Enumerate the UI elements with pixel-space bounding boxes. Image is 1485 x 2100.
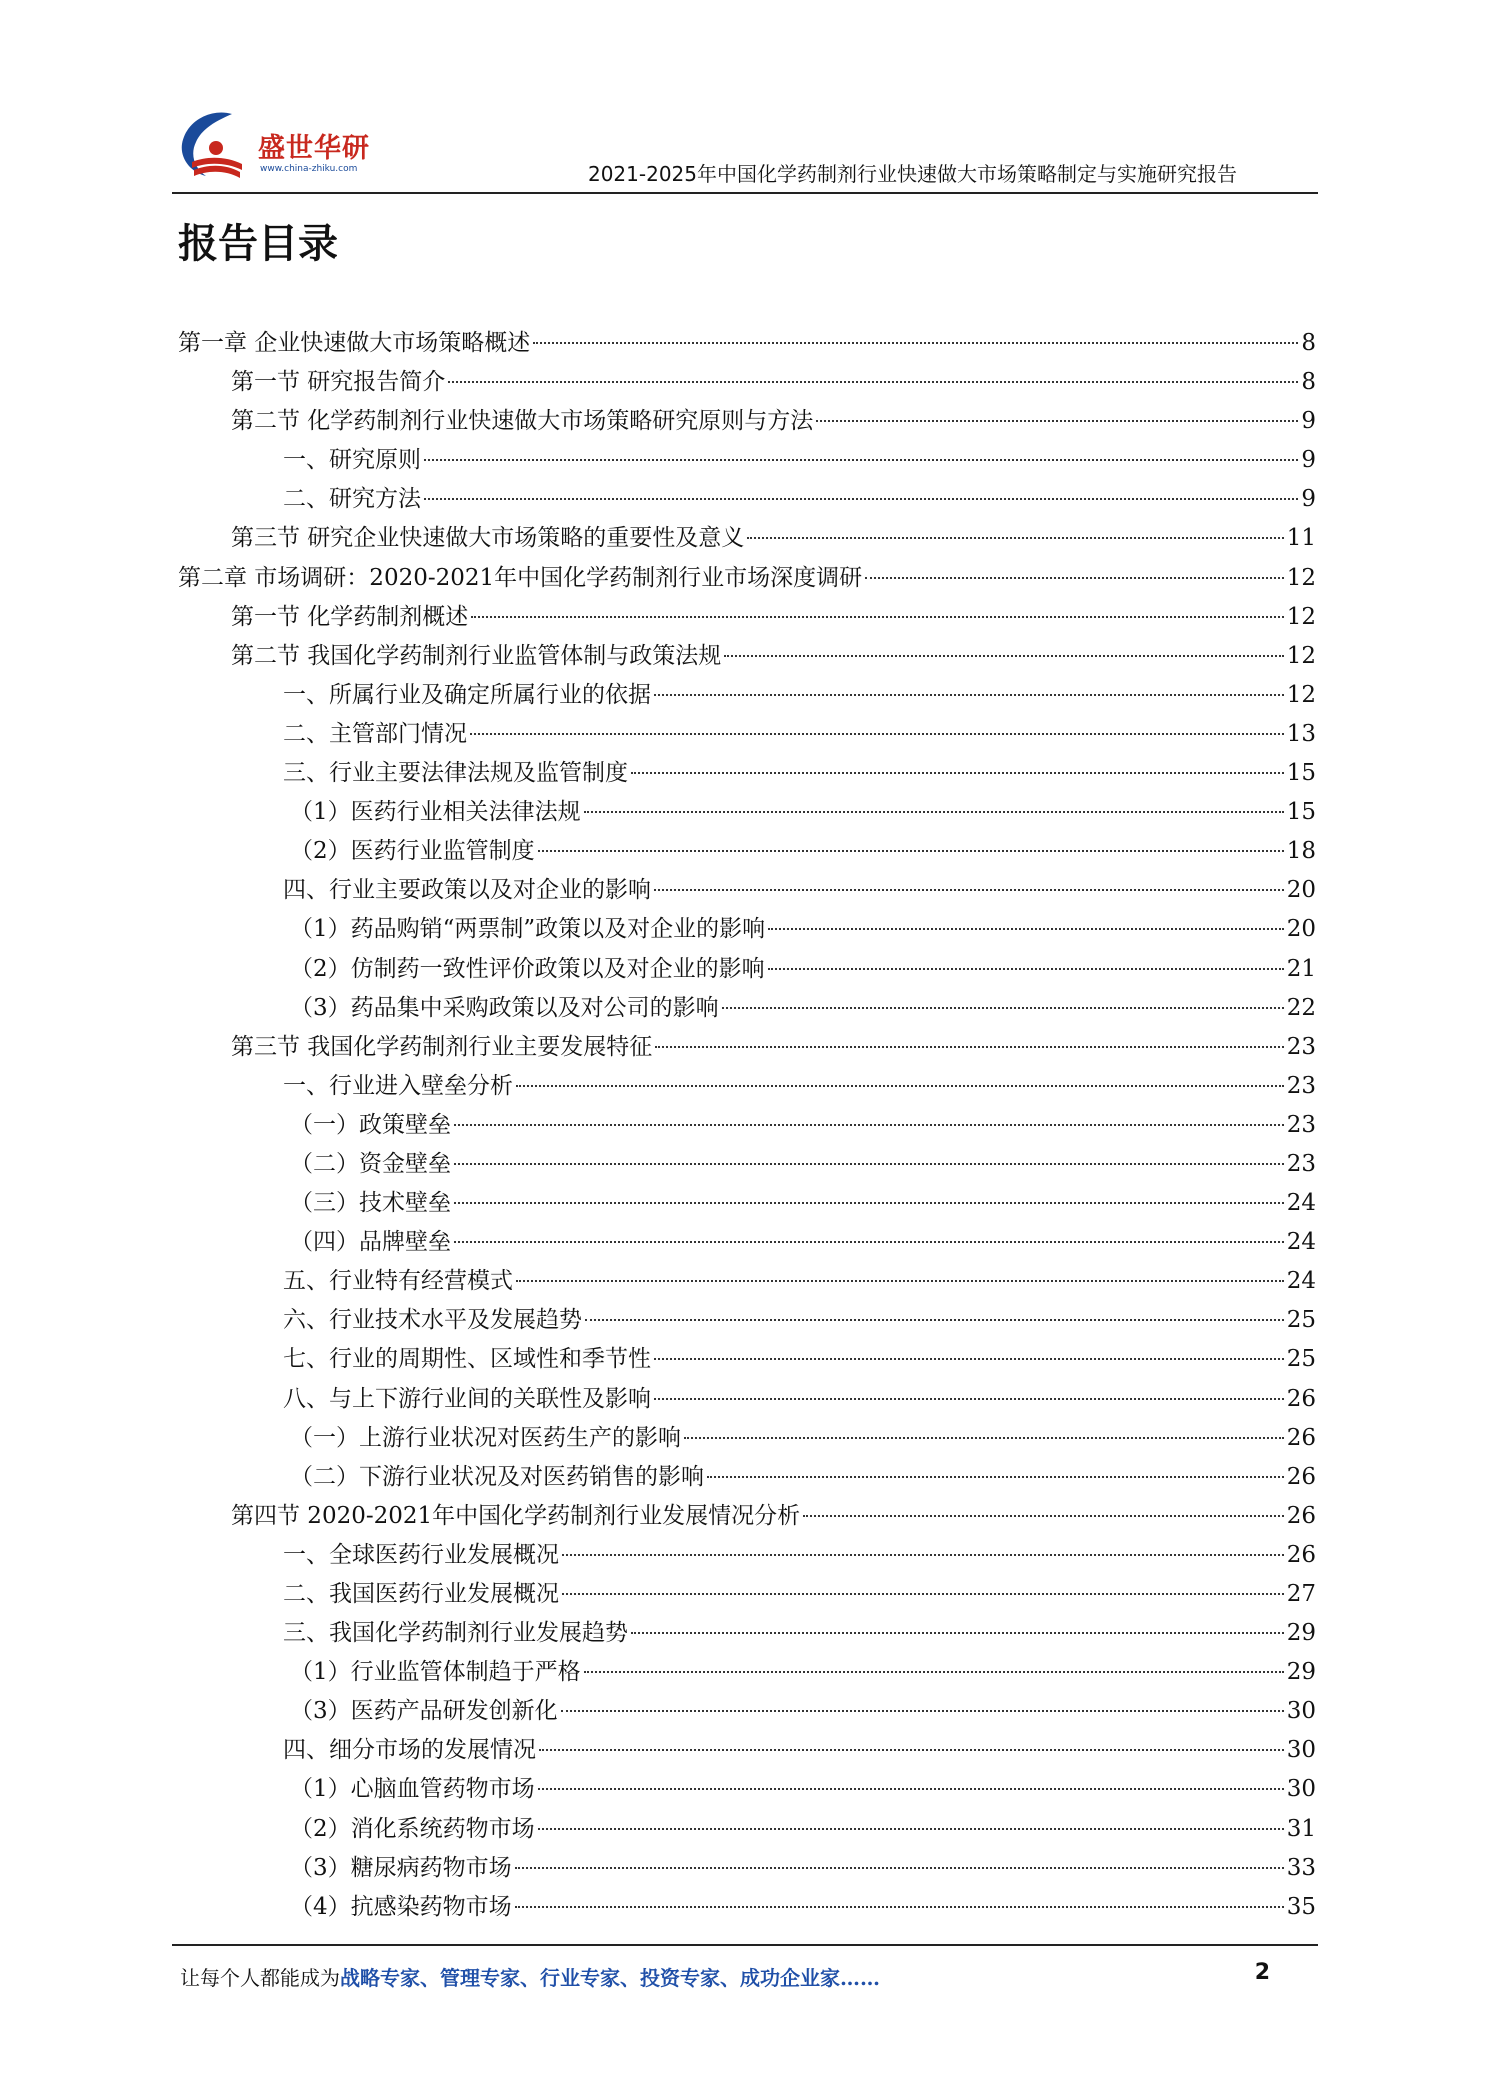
toc-entry[interactable] [178,598,1316,637]
toc-dot-leader [538,1828,1284,1830]
toc-entry-title: （3）糖尿病药物市场 [290,1854,512,1881]
toc-entry-page: 26 [1286,1541,1316,1568]
toc-entry[interactable] [178,1067,1316,1106]
toc-dot-leader [424,459,1298,461]
toc-entry-page: 12 [1286,681,1316,708]
toc-dot-leader [516,1280,1284,1282]
toc-entry[interactable] [178,715,1316,754]
toc-entry[interactable] [178,402,1316,441]
toc-entry[interactable] [178,1497,1316,1536]
toc-entry[interactable] [178,1419,1316,1458]
toc-entry-page: 29 [1286,1620,1316,1647]
toc-entry-title: 六、行业技术水平及发展趋势 [283,1307,582,1334]
toc-entry-title: （3）医药产品研发创新化 [290,1698,558,1725]
toc-entry-title: 一、所属行业及确定所属行业的依据 [283,681,651,708]
toc-entry[interactable] [178,519,1316,558]
toc-entry[interactable] [178,1888,1316,1927]
toc-entry[interactable] [178,637,1316,676]
toc-entry-page: 8 [1301,330,1316,356]
toc-entry[interactable] [178,871,1316,910]
toc-entry-page: 12 [1286,564,1316,591]
toc-entry[interactable] [178,989,1316,1028]
toc-dot-leader [562,1593,1284,1595]
toc-entry-title: （二）下游行业状况及对医药销售的影响 [290,1463,704,1490]
toc-entry-page: 15 [1286,760,1316,787]
toc-entry-title: （四）品牌壁垒 [290,1229,451,1256]
toc-entry-page: 24 [1286,1268,1316,1295]
toc-entry[interactable] [178,1223,1316,1262]
toc-entry-page: 20 [1286,877,1316,904]
logo-name: 盛世华研 [258,133,370,164]
toc-dot-leader [538,1788,1284,1790]
toc-entry[interactable] [178,1575,1316,1614]
toc-entry-page: 27 [1286,1581,1316,1607]
toc-entry-page: 20 [1286,916,1316,943]
toc-entry-page: 23 [1286,1072,1316,1099]
toc-dot-leader [454,1163,1284,1165]
logo-url: www.china-zhiku.com [260,164,358,174]
footer-divider [172,1944,1318,1946]
toc-entry[interactable] [178,793,1316,832]
toc-entry[interactable] [178,754,1316,793]
toc-entry-title: 二、我国医药行业发展概况 [283,1581,559,1607]
toc-entry-page: 8 [1301,369,1316,396]
page-number: 2 [1254,1960,1270,1985]
toc-entry-title: 第二章 市场调研：2020-2021年中国化学药制剂行业市场深度调研 [178,564,863,591]
toc-dot-leader [707,1476,1284,1478]
toc-entry-title: 三、行业主要法律法规及监管制度 [283,760,628,787]
footer-slogan-prefix: 让每个人都能成为 [180,1966,340,1990]
toc-entry-title: 第二节 我国化学药制剂行业监管体制与政策法规 [231,642,722,669]
toc-dot-leader [454,1241,1284,1243]
toc-entry-title: （一）政策壁垒 [290,1111,451,1138]
toc-entry[interactable] [178,1536,1316,1575]
toc-dot-leader [724,655,1283,657]
toc-entry[interactable] [178,832,1316,871]
toc-dot-leader [768,968,1284,970]
toc-entry-title: 第四节 2020-2021年中国化学药制剂行业发展情况分析 [231,1502,801,1529]
toc-entry-page: 9 [1301,408,1316,435]
toc-dot-leader [533,342,1298,344]
toc-entry[interactable] [178,1106,1316,1145]
toc-entry[interactable] [178,1340,1316,1379]
toc-entry-page: 9 [1301,447,1316,474]
toc-entry[interactable] [178,324,1316,363]
toc-dot-leader [562,1554,1284,1556]
toc-entry-page: 24 [1286,1190,1316,1217]
toc-entry-title: 一、研究原则 [283,447,421,474]
toc-dot-leader [470,733,1284,735]
toc-entry-title: （二）资金壁垒 [290,1150,451,1177]
toc-dot-leader [538,850,1284,852]
toc-entry-title: （2）仿制药一致性评价政策以及对企业的影响 [290,955,765,982]
toc-entry-title: （4）抗感染药物市场 [290,1893,512,1920]
toc-entry-page: 9 [1301,486,1316,513]
toc-entry-title: （1）心脑血管药物市场 [290,1776,535,1803]
toc-entry[interactable] [178,1653,1316,1692]
page-title: 报告目录 [178,221,338,267]
toc-entry[interactable] [178,363,1316,402]
toc-entry-title: 五、行业特有经营模式 [283,1268,513,1295]
toc-dot-leader [471,616,1283,618]
toc-entry-title: （1）医药行业相关法律法规 [290,799,581,826]
toc-dot-leader [865,577,1284,579]
toc-entry[interactable] [178,1380,1316,1419]
toc-entry[interactable] [178,441,1316,480]
toc-entry-page: 18 [1286,838,1316,865]
toc-entry-page: 11 [1286,525,1316,552]
header-divider [172,192,1318,194]
toc-entry-title: 第二节 化学药制剂行业快速做大市场策略研究原则与方法 [231,408,814,435]
toc-entry-title: 第三节 我国化学药制剂行业主要发展特征 [231,1033,653,1060]
toc-dot-leader [654,694,1284,696]
toc-entry-page: 12 [1286,642,1316,669]
toc-dot-leader [684,1437,1284,1439]
toc-dot-leader [515,1867,1284,1869]
toc-entry[interactable] [178,1692,1316,1731]
toc-entry-page: 15 [1286,799,1316,826]
toc-dot-leader [515,1906,1284,1908]
toc-dot-leader [816,420,1298,422]
toc-dot-leader [585,1319,1284,1321]
toc-entry-page: 26 [1286,1502,1316,1529]
toc-entry-page: 30 [1286,1698,1316,1725]
toc-entry[interactable] [178,1262,1316,1301]
toc-entry-page: 23 [1286,1150,1316,1177]
toc-dot-leader [654,889,1284,891]
toc-dot-leader [747,537,1283,539]
toc-entry-page: 22 [1286,994,1316,1021]
toc-entry-title: 一、全球医药行业发展概况 [283,1541,559,1568]
toc-entry-title: （2）消化系统药物市场 [290,1815,535,1842]
toc-entry-page: 26 [1286,1424,1316,1451]
logo-emblem-icon [172,106,258,188]
toc-entry-page: 23 [1286,1111,1316,1138]
toc-dot-leader [584,1671,1284,1673]
toc-dot-leader [768,928,1284,930]
toc-dot-leader [454,1202,1284,1204]
toc-entry-page: 23 [1286,1033,1316,1060]
toc-dot-leader [539,1749,1284,1751]
footer-slogan [180,1962,880,1991]
toc-entry-title: 第一章 企业快速做大市场策略概述 [178,330,531,356]
toc-entry-page: 29 [1286,1659,1316,1686]
toc-entry[interactable] [178,1731,1316,1770]
toc-entry-title: （3）药品集中采购政策以及对公司的影响 [290,994,719,1021]
toc-dot-leader [584,811,1284,813]
toc-entry[interactable] [178,950,1316,989]
toc-entry[interactable] [178,1458,1316,1497]
toc-entry-title: 二、主管部门情况 [283,720,467,747]
toc-entry-page: 24 [1286,1229,1316,1256]
toc-entry[interactable] [178,480,1316,519]
toc-entry[interactable] [178,1145,1316,1184]
toc-entry[interactable] [178,910,1316,949]
toc-dot-leader [722,1007,1284,1009]
toc-entry-title: 三、我国化学药制剂行业发展趋势 [283,1620,628,1647]
toc-dot-leader [561,1710,1284,1712]
toc-entry-title: 第三节 研究企业快速做大市场策略的重要性及意义 [231,525,745,552]
toc-dot-leader [448,381,1298,383]
toc-entry-page: 25 [1286,1346,1316,1373]
toc-entry[interactable] [178,559,1316,598]
toc-entry-title: （1）药品购销“两票制”政策以及对企业的影响 [290,916,766,943]
toc-entry[interactable] [178,1028,1316,1067]
toc-entry-title: 七、行业的周期性、区域性和季节性 [283,1346,651,1373]
toc-dot-leader [631,1632,1284,1634]
toc-dot-leader [655,1046,1283,1048]
toc-entry-title: 第一节 研究报告简介 [231,369,446,396]
toc-dot-leader [803,1515,1284,1517]
toc-entry-page: 13 [1286,720,1316,747]
toc-entry-page: 26 [1286,1463,1316,1490]
toc-entry[interactable] [178,1184,1316,1223]
toc-entry-title: （1）行业监管体制趋于严格 [290,1659,581,1686]
toc-entry[interactable] [178,676,1316,715]
toc-entry-title: 四、行业主要政策以及对企业的影响 [283,877,651,904]
toc-entry[interactable] [178,1301,1316,1340]
toc-entry-page: 12 [1286,603,1316,630]
toc-entry-page: 25 [1286,1307,1316,1334]
toc-entry-page: 30 [1286,1737,1316,1764]
toc-entry-page: 31 [1286,1815,1316,1842]
toc-entry-title: 四、细分市场的发展情况 [283,1737,536,1764]
toc-entry[interactable] [178,1849,1316,1888]
toc-entry-title: 八、与上下游行业间的关联性及影响 [283,1385,651,1412]
toc-entry-title: （三）技术壁垒 [290,1190,451,1217]
footer-slogan-highlight: 战略专家、管理专家、行业专家、投资专家、成功企业家…… [340,1966,880,1990]
toc-entry-page: 30 [1286,1776,1316,1803]
table-of-contents [178,324,1316,1927]
toc-entry-title: 一、行业进入壁垒分析 [283,1072,513,1099]
toc-entry-title: （一）上游行业状况对医药生产的影响 [290,1424,681,1451]
toc-entry-title: 二、研究方法 [283,486,421,513]
toc-dot-leader [516,1085,1284,1087]
toc-entry-title: （2）医药行业监管制度 [290,838,535,865]
toc-entry-page: 33 [1286,1854,1316,1881]
toc-dot-leader [424,498,1298,500]
report-header-title: 2021-2025年中国化学药制剂行业快速做大市场策略制定与实施研究报告 [587,162,1237,186]
toc-entry-page: 21 [1286,955,1316,982]
toc-entry[interactable] [178,1770,1316,1809]
toc-entry[interactable] [178,1614,1316,1653]
toc-dot-leader [654,1358,1284,1360]
toc-dot-leader [631,772,1284,774]
toc-entry-page: 35 [1286,1893,1316,1920]
toc-dot-leader [654,1398,1284,1400]
toc-entry-page: 26 [1286,1385,1316,1412]
toc-entry-title: 第一节 化学药制剂概述 [231,603,469,630]
toc-dot-leader [454,1124,1284,1126]
toc-entry[interactable] [178,1810,1316,1849]
company-logo [172,106,387,188]
